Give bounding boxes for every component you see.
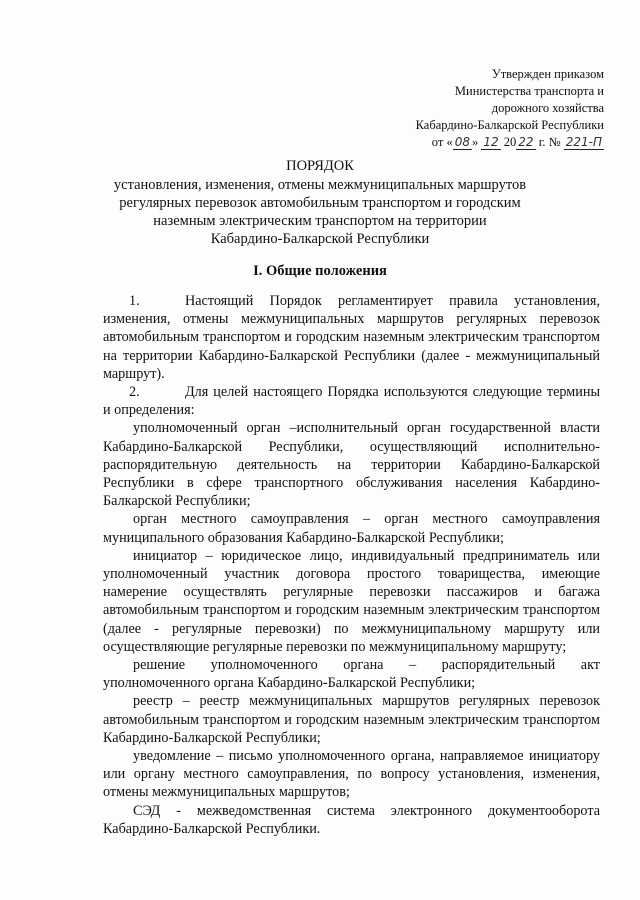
year-prefix: 20 [503, 135, 517, 149]
term-decision: решение уполномоченного органа – распорядительный акт уполномоченного органа Кабардино-Балкарской Республики; [103, 657, 600, 692]
handwritten-order-number: 221-П [565, 135, 602, 149]
approval-line-1: Утвержден приказом [491, 67, 604, 81]
term-register: реестр – реестр межмуниципальных маршрутов регулярных перевозок автомобильным транспортом и городским наземным электрическим транспортом Кабардино-Балкарской Республики; [103, 693, 600, 746]
section-heading: I. Общие положения [253, 263, 387, 279]
paragraph-1 [103, 292, 600, 383]
paragraph-1-number: 1. [129, 293, 140, 309]
date-suffix: г. № [538, 135, 561, 149]
title-line-3: наземным электрическим транспортом на территории [153, 213, 487, 229]
date-prefix: от « [431, 135, 453, 149]
title-line-4: Кабардино-Балкарской Республики [210, 231, 430, 247]
title-main: ПОРЯДОК [286, 158, 354, 174]
term-initiator: инициатор – юридическое лицо, индивидуальный предприниматель или уполномоченный участник договора простого товарищества, имеющие намерение осуществлять регулярные перевозки пассажиров и багажа автомобильным транспортом и городским наземным электрическим транспортом (далее - регулярные перевозки) по межмуниципальному маршруту или осуществляющие регулярные перевозки по межмуниципальному маршруту; [103, 547, 600, 655]
term-local-government: орган местного самоуправления – орган местного самоуправления муниципального образования Кабардино-Балкарской Республики; [103, 511, 600, 546]
paragraph-2-text: Для целей настоящего Порядка используются следующие термины и определения: [103, 384, 600, 419]
approval-line-4: Кабардино-Балкарской Республики [415, 118, 604, 132]
approval-line-2: Министерства транспорта и [454, 84, 604, 98]
term-authorized-body: уполномоченный орган –исполнительный орган государственной власти Кабардино-Балкарской Республики, осуществляющий исполнительно-распорядительную деятельность на территории Кабардино-Балкарской Республики в сфере транспортного обслуживания населения Кабардино-Балкарской Республики; [103, 420, 600, 510]
approval-stamp [392, 66, 604, 151]
title-line-2: регулярных перевозок автомобильным транспортом и городским [119, 195, 521, 211]
handwritten-day: 08 [454, 135, 471, 149]
title-line-1: установления, изменения, отмены межмуниципальных маршрутов [113, 177, 527, 193]
approval-date-row [392, 134, 604, 151]
term-notification: уведомление – письмо уполномоченного органа, направляемое инициатору или органу местного самоуправления, по вопросу установления, изменения, отмены межмуниципальных маршрутов; [103, 748, 600, 801]
paragraph-2 [103, 383, 600, 419]
handwritten-year: 22 [518, 135, 534, 149]
handwritten-month: 12 [483, 135, 499, 149]
document-title [100, 157, 540, 248]
term-sed: СЭД - межведомственная система электронного документооборота Кабардино-Балкарской Республики. [103, 802, 600, 837]
paragraph-1-text: Настоящий Порядок регламентирует правила установления, изменения, отмены межмуниципальных маршрутов регулярных перевозок автомобильным транспортом и городским наземным электрическим транспортом на территории Кабардино-Балкарской Республики (далее - межмуниципальный маршрут). [103, 293, 600, 382]
paragraph-2-number: 2. [129, 384, 140, 401]
document-body [103, 292, 600, 838]
approval-line-3: дорожного хозяйства [491, 101, 604, 115]
date-mid: » [472, 135, 479, 149]
